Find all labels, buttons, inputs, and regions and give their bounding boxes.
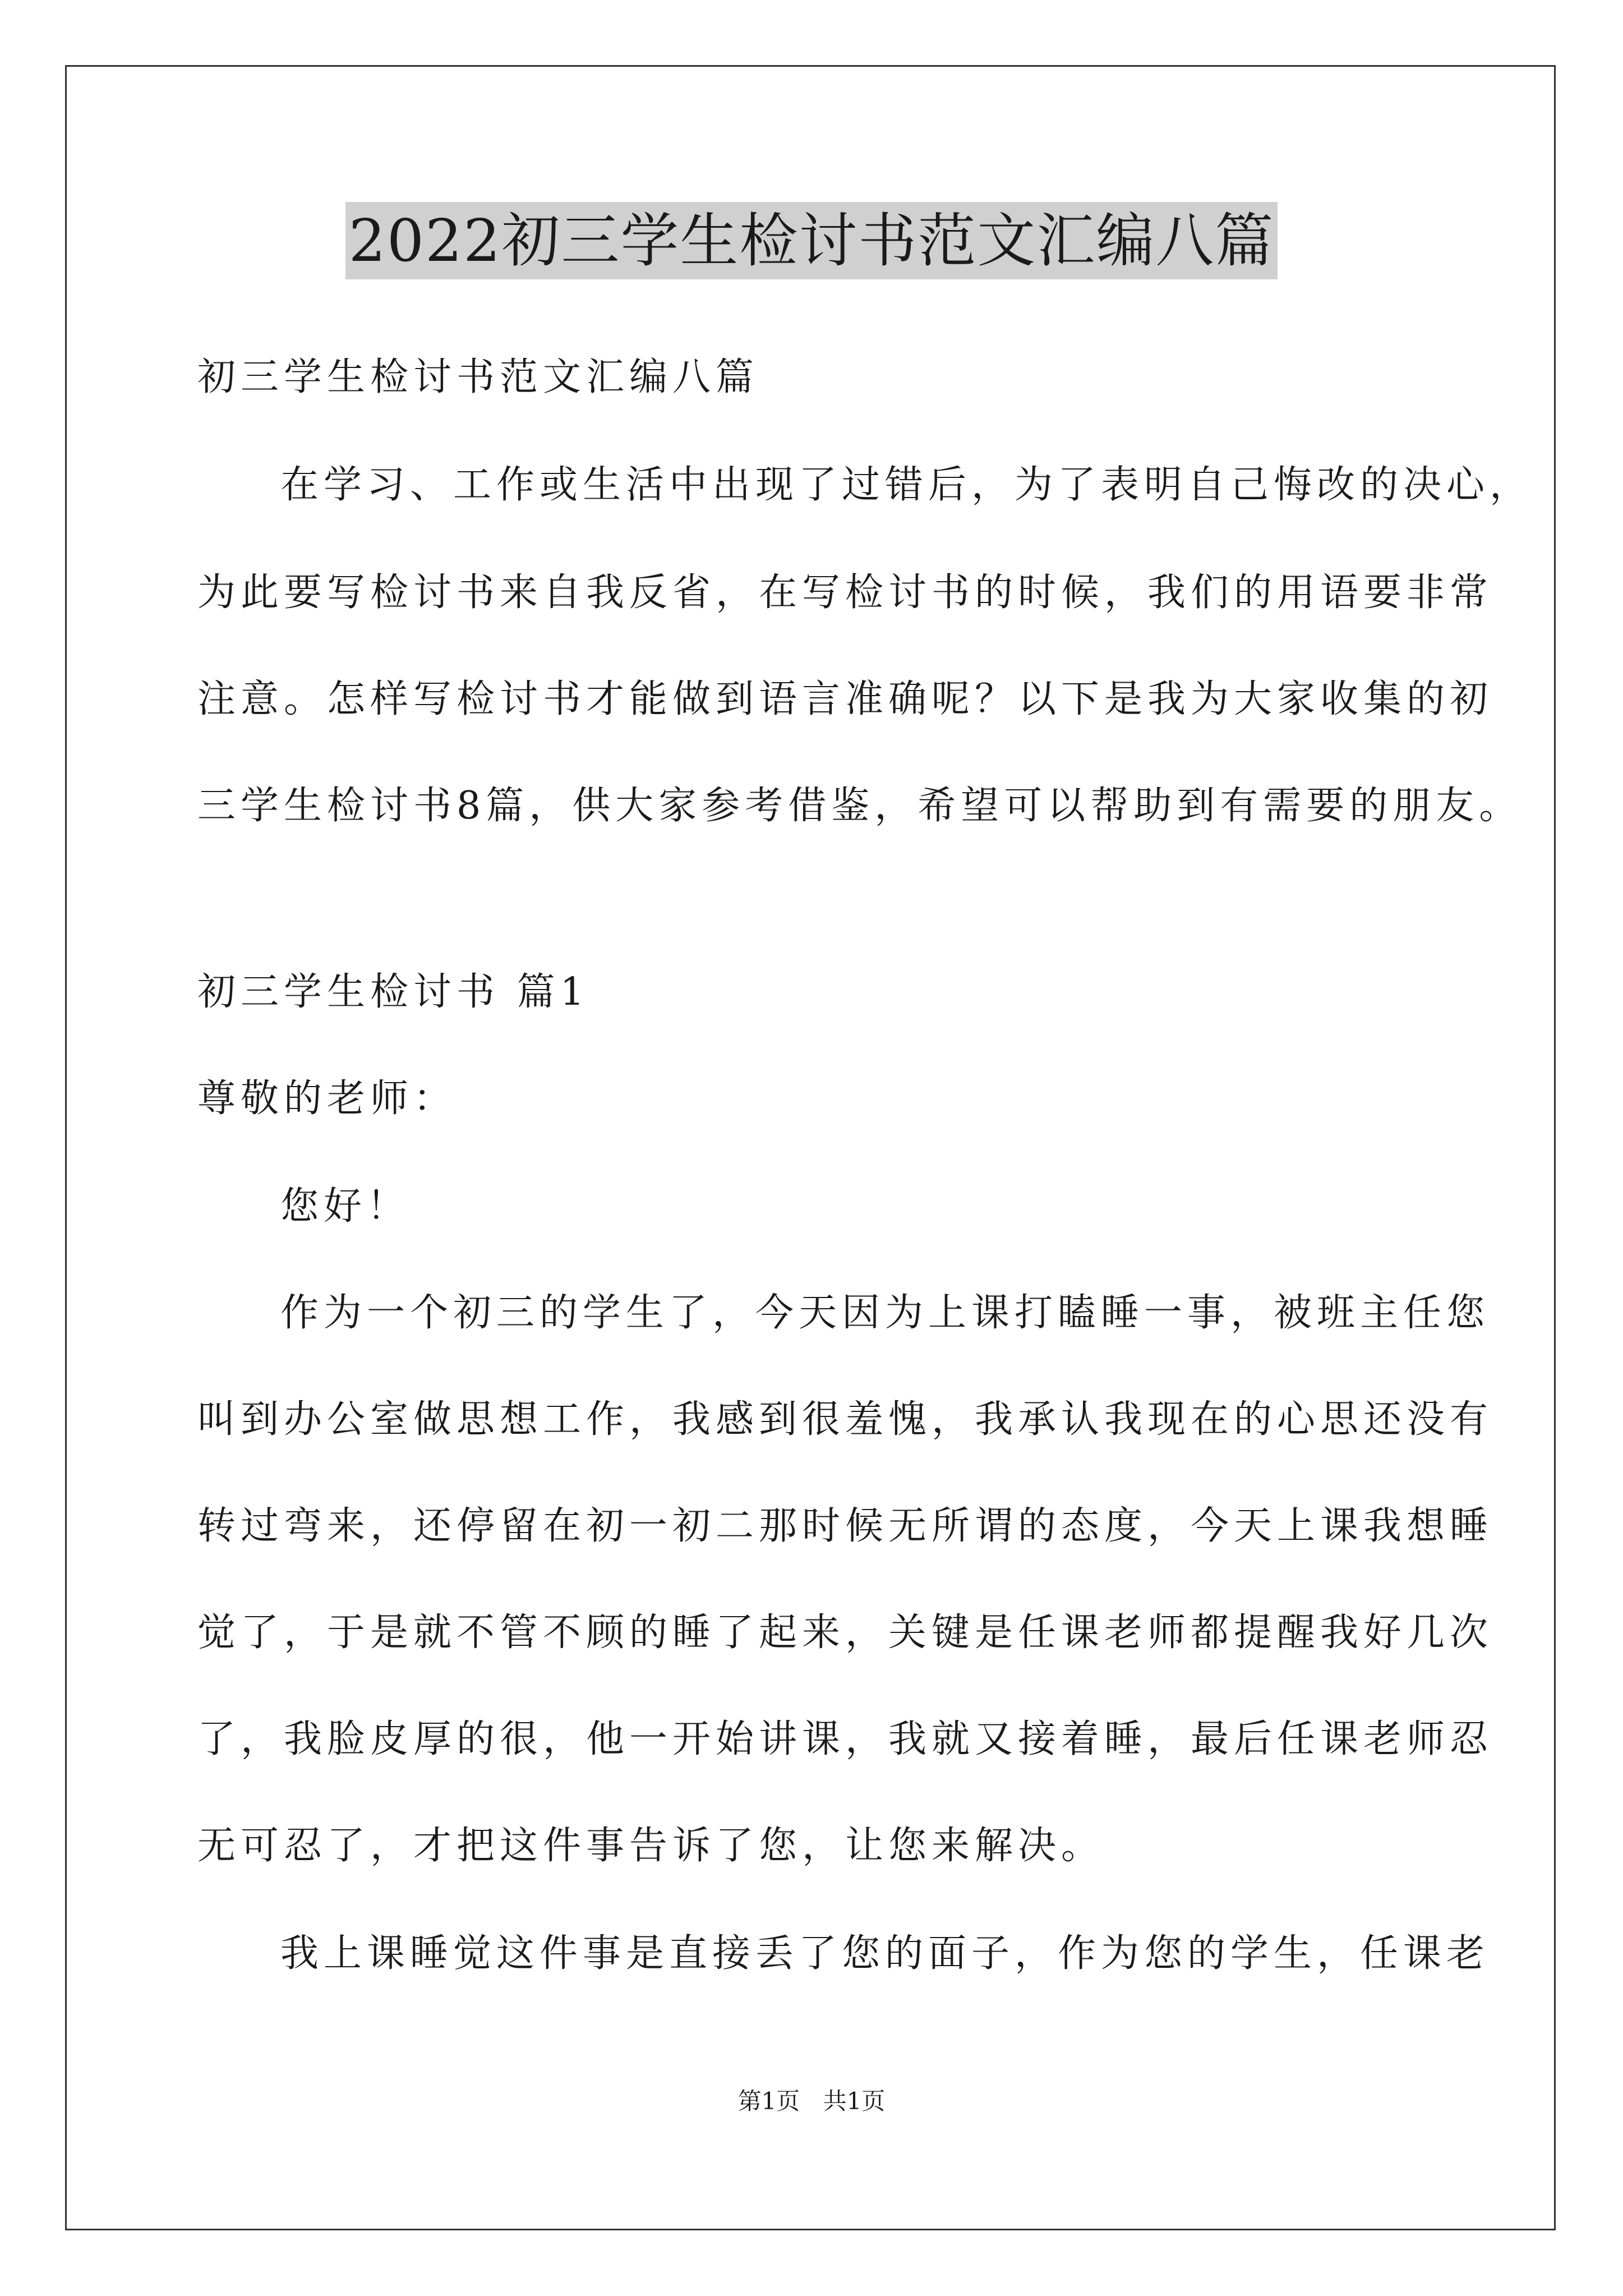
intro-line-4: 三学生检讨书8篇，供大家参考借鉴，希望可以帮助到有需要的朋友。: [197, 784, 1523, 828]
section-heading: 初三学生检讨书 篇1: [197, 970, 589, 1014]
intro-line-2: 为此要写检讨书来自我反省，在写检讨书的时候，我们的用语要非常: [197, 570, 1493, 615]
document-title: 2022初三学生检讨书范文汇编八篇: [345, 202, 1278, 279]
title-block: [0, 202, 1623, 279]
paragraph1-line-6: 无可忍了，才把这件事告诉了您，让您来解决。: [197, 1824, 1105, 1868]
document-subtitle: 初三学生检讨书范文汇编八篇: [197, 355, 759, 399]
greeting: 您好！: [280, 1184, 411, 1228]
page-number: 第1页: [737, 2087, 800, 2115]
page-footer: [0, 2086, 1623, 2117]
paragraph1-line-5: 了，我脸皮厚的很，他一开始讲课，我就又接着睡，最后任课老师忍: [197, 1717, 1493, 1761]
salutation: 尊敬的老师：: [197, 1076, 457, 1121]
page-total: 共1页: [823, 2087, 886, 2115]
intro-line-3: 注意。怎样写检讨书才能做到语言准确呢？以下是我为大家收集的初: [197, 677, 1493, 721]
paragraph1-line-2: 叫到办公室做思想工作，我感到很羞愧，我承认我现在的心思还没有: [197, 1397, 1493, 1442]
paragraph2-line-1: 我上课睡觉这件事是直接丢了您的面子，作为您的学生，任课老: [280, 1931, 1490, 1976]
paragraph1-line-3: 转过弯来，还停留在初一初二那时候无所谓的态度，今天上课我想睡: [197, 1504, 1493, 1548]
paragraph1-line-1: 作为一个初三的学生了，今天因为上课打瞌睡一事，被班主任您: [280, 1291, 1490, 1335]
intro-line-1: 在学习、工作或生活中出现了过错后，为了表明自己悔改的决心，: [280, 463, 1533, 507]
paragraph1-line-4: 觉了，于是就不管不顾的睡了起来，关键是任课老师都提醒我好几次: [197, 1611, 1493, 1655]
